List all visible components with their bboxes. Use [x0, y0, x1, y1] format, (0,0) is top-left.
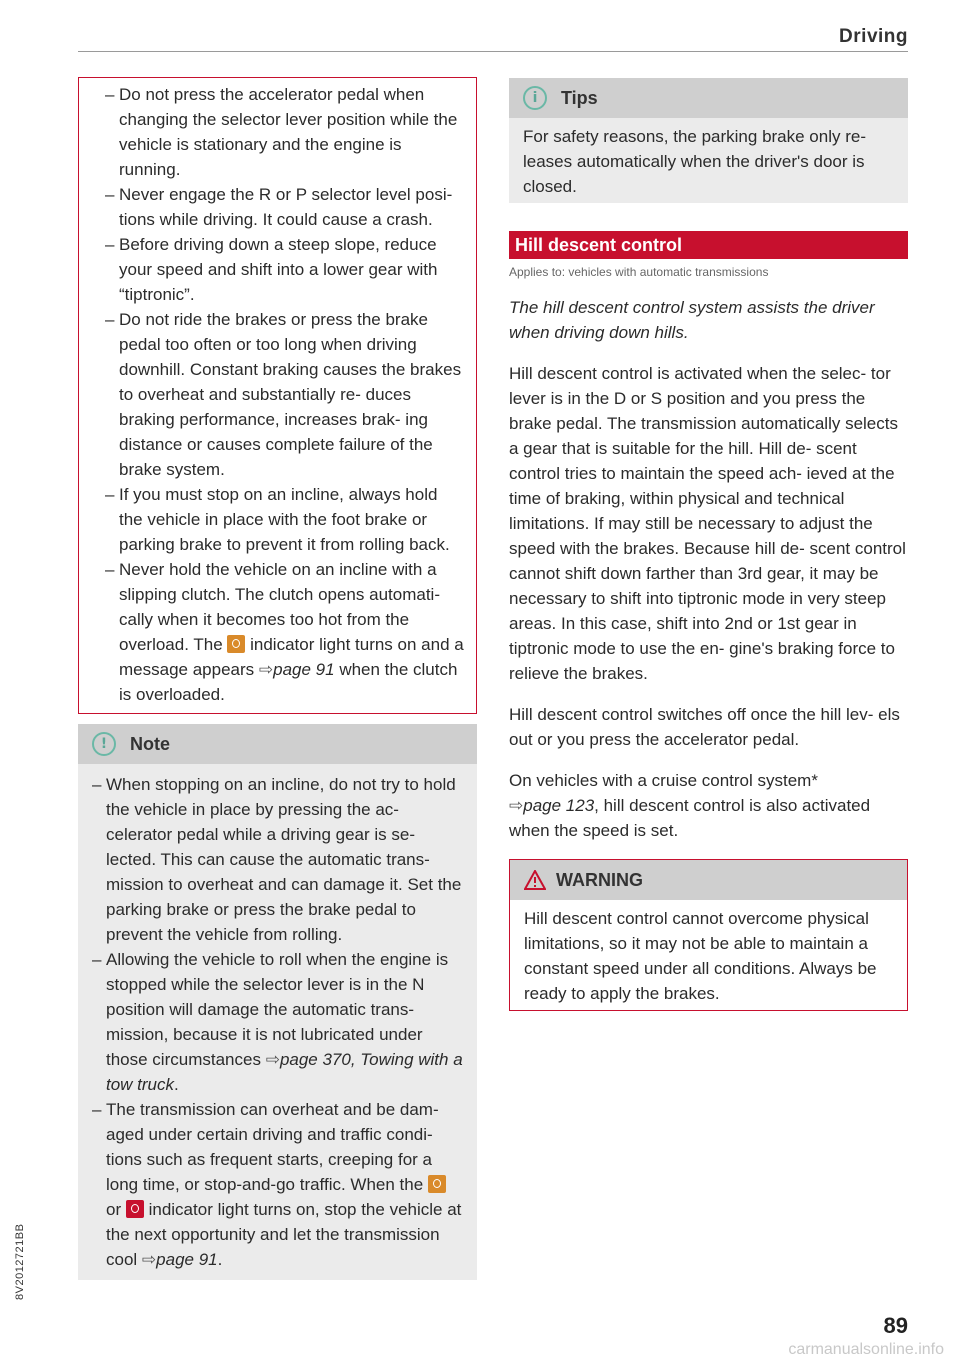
list-item: – When stopping on an incline, do not try to hold the vehicle in place by pressing the ac- celerator pedal while a driving gear is se- lected. This can cause the automatic trans- mission to overheat and can damage it. Set the parking brake or press the brake pedal to prevent the vehicle from rolling.: [78, 772, 463, 947]
section-heading: Hill descent control: [509, 231, 908, 259]
transmission-indicator-icon: [428, 1175, 446, 1193]
watermark: carmanualsonline.info: [788, 1341, 944, 1358]
list-item: [91, 557, 464, 707]
tips-box: [509, 78, 908, 203]
list-item: – If you must stop on an incline, always hold the vehicle in place with the foot brake or parking brake to prevent it from rolling back.: [91, 482, 464, 557]
page-number: 89: [883, 1313, 908, 1338]
tips-text: For safety reasons, the parking brake only re- leases automatically when the driver's door is closed.: [523, 127, 866, 196]
header-rule: [78, 51, 908, 52]
warning-triangle-icon: [524, 870, 546, 890]
right-column: [509, 78, 908, 1011]
cruise-text-b: , hill descent control is also activated when the speed is set.: [509, 796, 871, 840]
page-ref-arrow: ⇨: [258, 660, 274, 679]
list-item: – Do not ride the brakes or press the brake pedal too often or too long when driving downhill. Constant braking causes the brakes to overheat and substantially re- duces braking performance, increases brak- ing distance or causes complete failure of the brake system.: [91, 307, 464, 482]
note-item3-or: or: [106, 1200, 122, 1219]
body-paragraph: [509, 768, 908, 843]
document-id: 8V2012721BB: [14, 1223, 26, 1300]
warning-continued-box: [78, 77, 477, 714]
note-icon: !: [92, 732, 116, 756]
tips-title: Tips: [561, 87, 598, 108]
clutch-text-a: Never hold the vehicle on an incline with a slipping clutch. The clutch opens automati- cally when it becomes too hot from the overload. The: [119, 560, 440, 654]
note-box: [78, 724, 477, 1280]
clutch-text-c: when the clutch is overloaded.: [119, 660, 458, 704]
tips-header: [509, 78, 908, 118]
list-item: – Before driving down a steep slope, reduce your speed and shift into a lower gear with “tiptronic”.: [91, 232, 464, 307]
intro-text: The hill descent control system assists the driver when driving down hills.: [509, 298, 875, 342]
info-icon: i: [523, 86, 547, 110]
left-column: [78, 77, 477, 1280]
page-ref-link[interactable]: page 370, Towing with a tow truck: [106, 1050, 463, 1094]
transmission-indicator-icon: [227, 635, 245, 653]
note-list: [78, 772, 463, 1272]
cruise-text-a: On vehicles with a cruise control system*: [509, 771, 818, 790]
note-item2-text: Allowing the vehicle to roll when the engine is stopped while the selector lever is in the N position will damage the automatic trans- mission, because it is not lubricated under those circumstances: [106, 950, 449, 1069]
clutch-text-b: indicator light turns on and a message appears: [119, 635, 464, 679]
list-item: – Do not press the accelerator pedal when changing the selector lever position while the vehicle is stationary and the engine is running.: [91, 82, 464, 182]
list-item: – Never engage the R or P selector level posi- tions while driving. It could cause a crash.: [91, 182, 464, 232]
note-body: [78, 764, 477, 1280]
page-ref-arrow: ⇨: [141, 1250, 157, 1269]
warning-box: [509, 859, 908, 1011]
note-item3-text-a: The transmission can overheat and be dam- aged under certain driving and traffic condi- tions such as frequent starts, creeping for a long time, or stop-and-go traffic. When the: [106, 1100, 439, 1194]
note-item2-end: .: [174, 1075, 179, 1094]
body-paragraph: Hill descent control is activated when the selec- tor lever is in the D or S position and you press the brake pedal. The transmission automatically selects a gear that is suitable for the hill. Hill de- scent control tries to maintain the speed ach- ieved at the time of braking, within physical and technical limitations. If may still be necessary to adjust the speed with the brakes. Because hill de- scent control cannot shift down farther than 3rd gear, it may be necessary to shift into tiptronic mode in very steep areas. In this case, shift into 2nd or 1st gear in tiptronic mode to use the en- gine's braking force to relieve the brakes.: [509, 364, 906, 683]
list-item: [78, 947, 463, 1097]
page-ref-link[interactable]: page 123: [523, 796, 595, 815]
list-item: [78, 1097, 463, 1272]
page-ref-arrow: ⇨: [265, 1050, 280, 1069]
section-header: Driving: [839, 26, 908, 47]
page-ref-arrow: ⇨: [509, 796, 524, 815]
warning-title: WARNING: [556, 869, 643, 890]
note-item3-end: .: [217, 1250, 223, 1269]
transmission-warning-icon: [126, 1200, 144, 1218]
warning-list: [91, 82, 464, 707]
warning-text: Hill descent control cannot overcome physical limitations, so it may not be able to maintain a constant speed under all conditions. Always be ready to apply the brakes.: [524, 909, 877, 1003]
body-paragraph: Hill descent control switches off once the hill lev- els out or you press the accelerator pedal.: [509, 705, 900, 749]
note-item3-text-b: indicator light turns on, stop the vehicle at the next opportunity and let the transmission cool: [106, 1200, 462, 1269]
page-ref-link[interactable]: page 91: [273, 660, 335, 679]
note-title: Note: [130, 733, 170, 754]
applies-to: Applies to: vehicles with automatic transmissions: [509, 265, 769, 279]
note-header: [78, 724, 477, 764]
page-ref-link[interactable]: page 91: [156, 1250, 218, 1269]
warning-header: [510, 860, 907, 900]
